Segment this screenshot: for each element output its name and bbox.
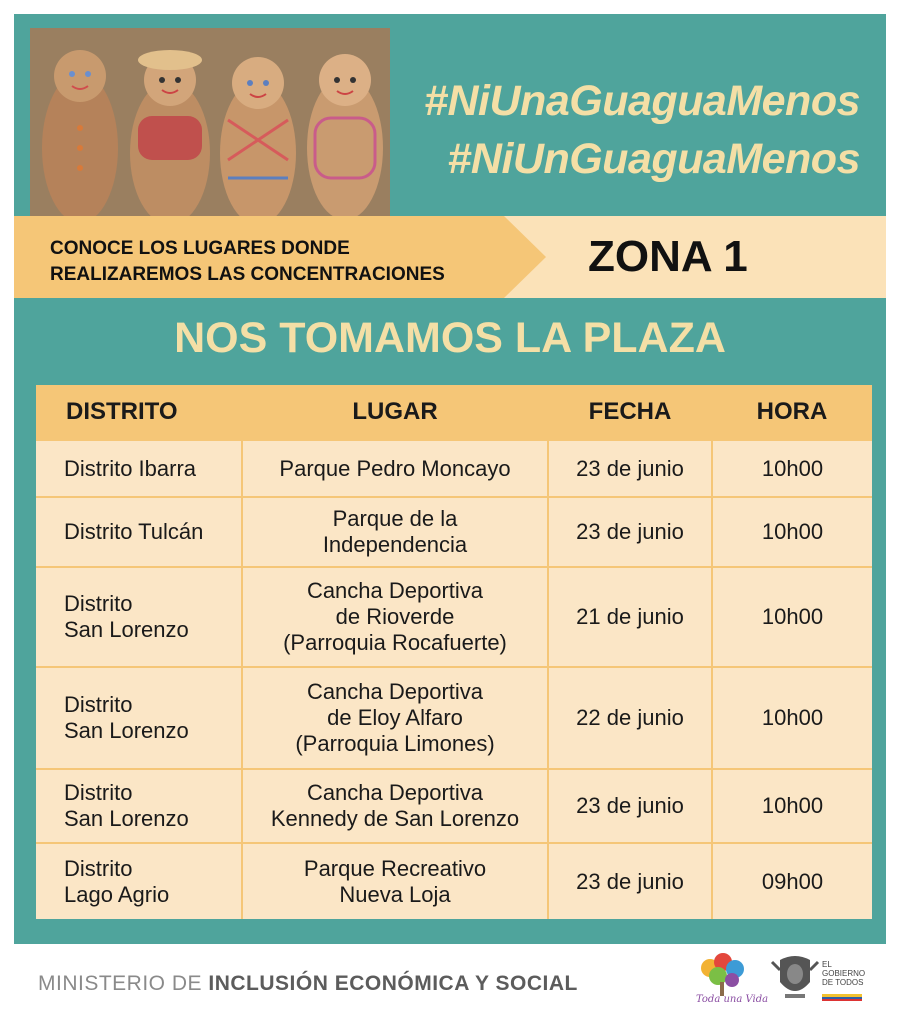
header-distrito: DISTRITO bbox=[36, 385, 242, 440]
toda-una-vida-logo bbox=[690, 952, 769, 1008]
cell-distrito: Distrito San Lorenzo bbox=[36, 567, 242, 667]
cell-distrito: Distrito San Lorenzo bbox=[36, 769, 242, 843]
table-row bbox=[36, 497, 872, 567]
cell-fecha: 23 de junio bbox=[548, 769, 712, 843]
cell-fecha: 23 de junio bbox=[548, 497, 712, 567]
schedule-table bbox=[36, 385, 872, 916]
bread-dolls-illustration bbox=[30, 28, 390, 230]
cell-lugar: Cancha Deportiva Kennedy de San Lorenzo bbox=[242, 769, 548, 843]
cell-distrito: Distrito Ibarra bbox=[36, 440, 242, 497]
cell-hora: 10h00 bbox=[712, 440, 872, 497]
header-fecha: FECHA bbox=[548, 385, 712, 440]
cell-hora: 10h00 bbox=[712, 567, 872, 667]
subtitle: NOS TOMAMOS LA PLAZA bbox=[174, 314, 726, 362]
cell-distrito: Distrito Tulcán bbox=[36, 497, 242, 567]
header-lugar: LUGAR bbox=[242, 385, 548, 440]
cell-lugar: Cancha Deportiva de Eloy Alfaro (Parroquia Limones) bbox=[242, 667, 548, 769]
cell-distrito: Distrito Lago Agrio bbox=[36, 843, 242, 919]
cell-fecha: 23 de junio bbox=[548, 440, 712, 497]
cell-lugar: Parque Recreativo Nueva Loja bbox=[242, 843, 548, 919]
tree-icon bbox=[690, 952, 769, 1008]
zone-label: ZONA 1 bbox=[588, 232, 748, 281]
cell-hora: 10h00 bbox=[712, 769, 872, 843]
cell-hora: 10h00 bbox=[712, 497, 872, 567]
cell-fecha: 22 de junio bbox=[548, 667, 712, 769]
flag-stripes-icon bbox=[822, 994, 862, 1002]
table-row bbox=[36, 440, 872, 497]
guaguas-de-pan-photo bbox=[30, 28, 390, 230]
cell-distrito: Distrito San Lorenzo bbox=[36, 667, 242, 769]
gobierno-logo bbox=[770, 952, 880, 1008]
hashtag-2: #NiUnGuaguaMenos bbox=[447, 135, 860, 183]
cell-lugar: Parque de la Independencia bbox=[242, 497, 548, 567]
hashtags bbox=[424, 72, 860, 188]
header-hora: HORA bbox=[712, 385, 872, 440]
vida-logo-text: Toda una Vida bbox=[696, 994, 769, 1005]
table-row bbox=[36, 769, 872, 843]
ministry-footer bbox=[38, 972, 578, 996]
table-row bbox=[36, 843, 872, 919]
cell-hora: 10h00 bbox=[712, 667, 872, 769]
ministry-prefix: MINISTERIO DE bbox=[38, 972, 209, 995]
cell-lugar: Parque Pedro Moncayo bbox=[242, 440, 548, 497]
table-header-row bbox=[36, 385, 872, 440]
coat-of-arms-icon bbox=[770, 952, 820, 1004]
cell-hora: 09h00 bbox=[712, 843, 872, 919]
poster bbox=[14, 14, 886, 944]
ministry-name: INCLUSIÓN ECONÓMICA Y SOCIAL bbox=[208, 972, 578, 995]
zone-banner bbox=[14, 216, 886, 298]
hashtag-1: #NiUnaGuaguaMenos bbox=[424, 77, 860, 125]
cell-fecha: 23 de junio bbox=[548, 843, 712, 919]
table-row bbox=[36, 567, 872, 667]
cell-lugar: Cancha Deportiva de Rioverde (Parroquia Rocafuerte) bbox=[242, 567, 548, 667]
banner-text: CONOCE LOS LUGARES DONDE REALIZAREMOS LAS CONCENTRACIONES bbox=[50, 238, 445, 285]
gobierno-text: EL GOBIERNO DE TODOS bbox=[822, 960, 866, 987]
table-row bbox=[36, 667, 872, 769]
cell-fecha: 21 de junio bbox=[548, 567, 712, 667]
